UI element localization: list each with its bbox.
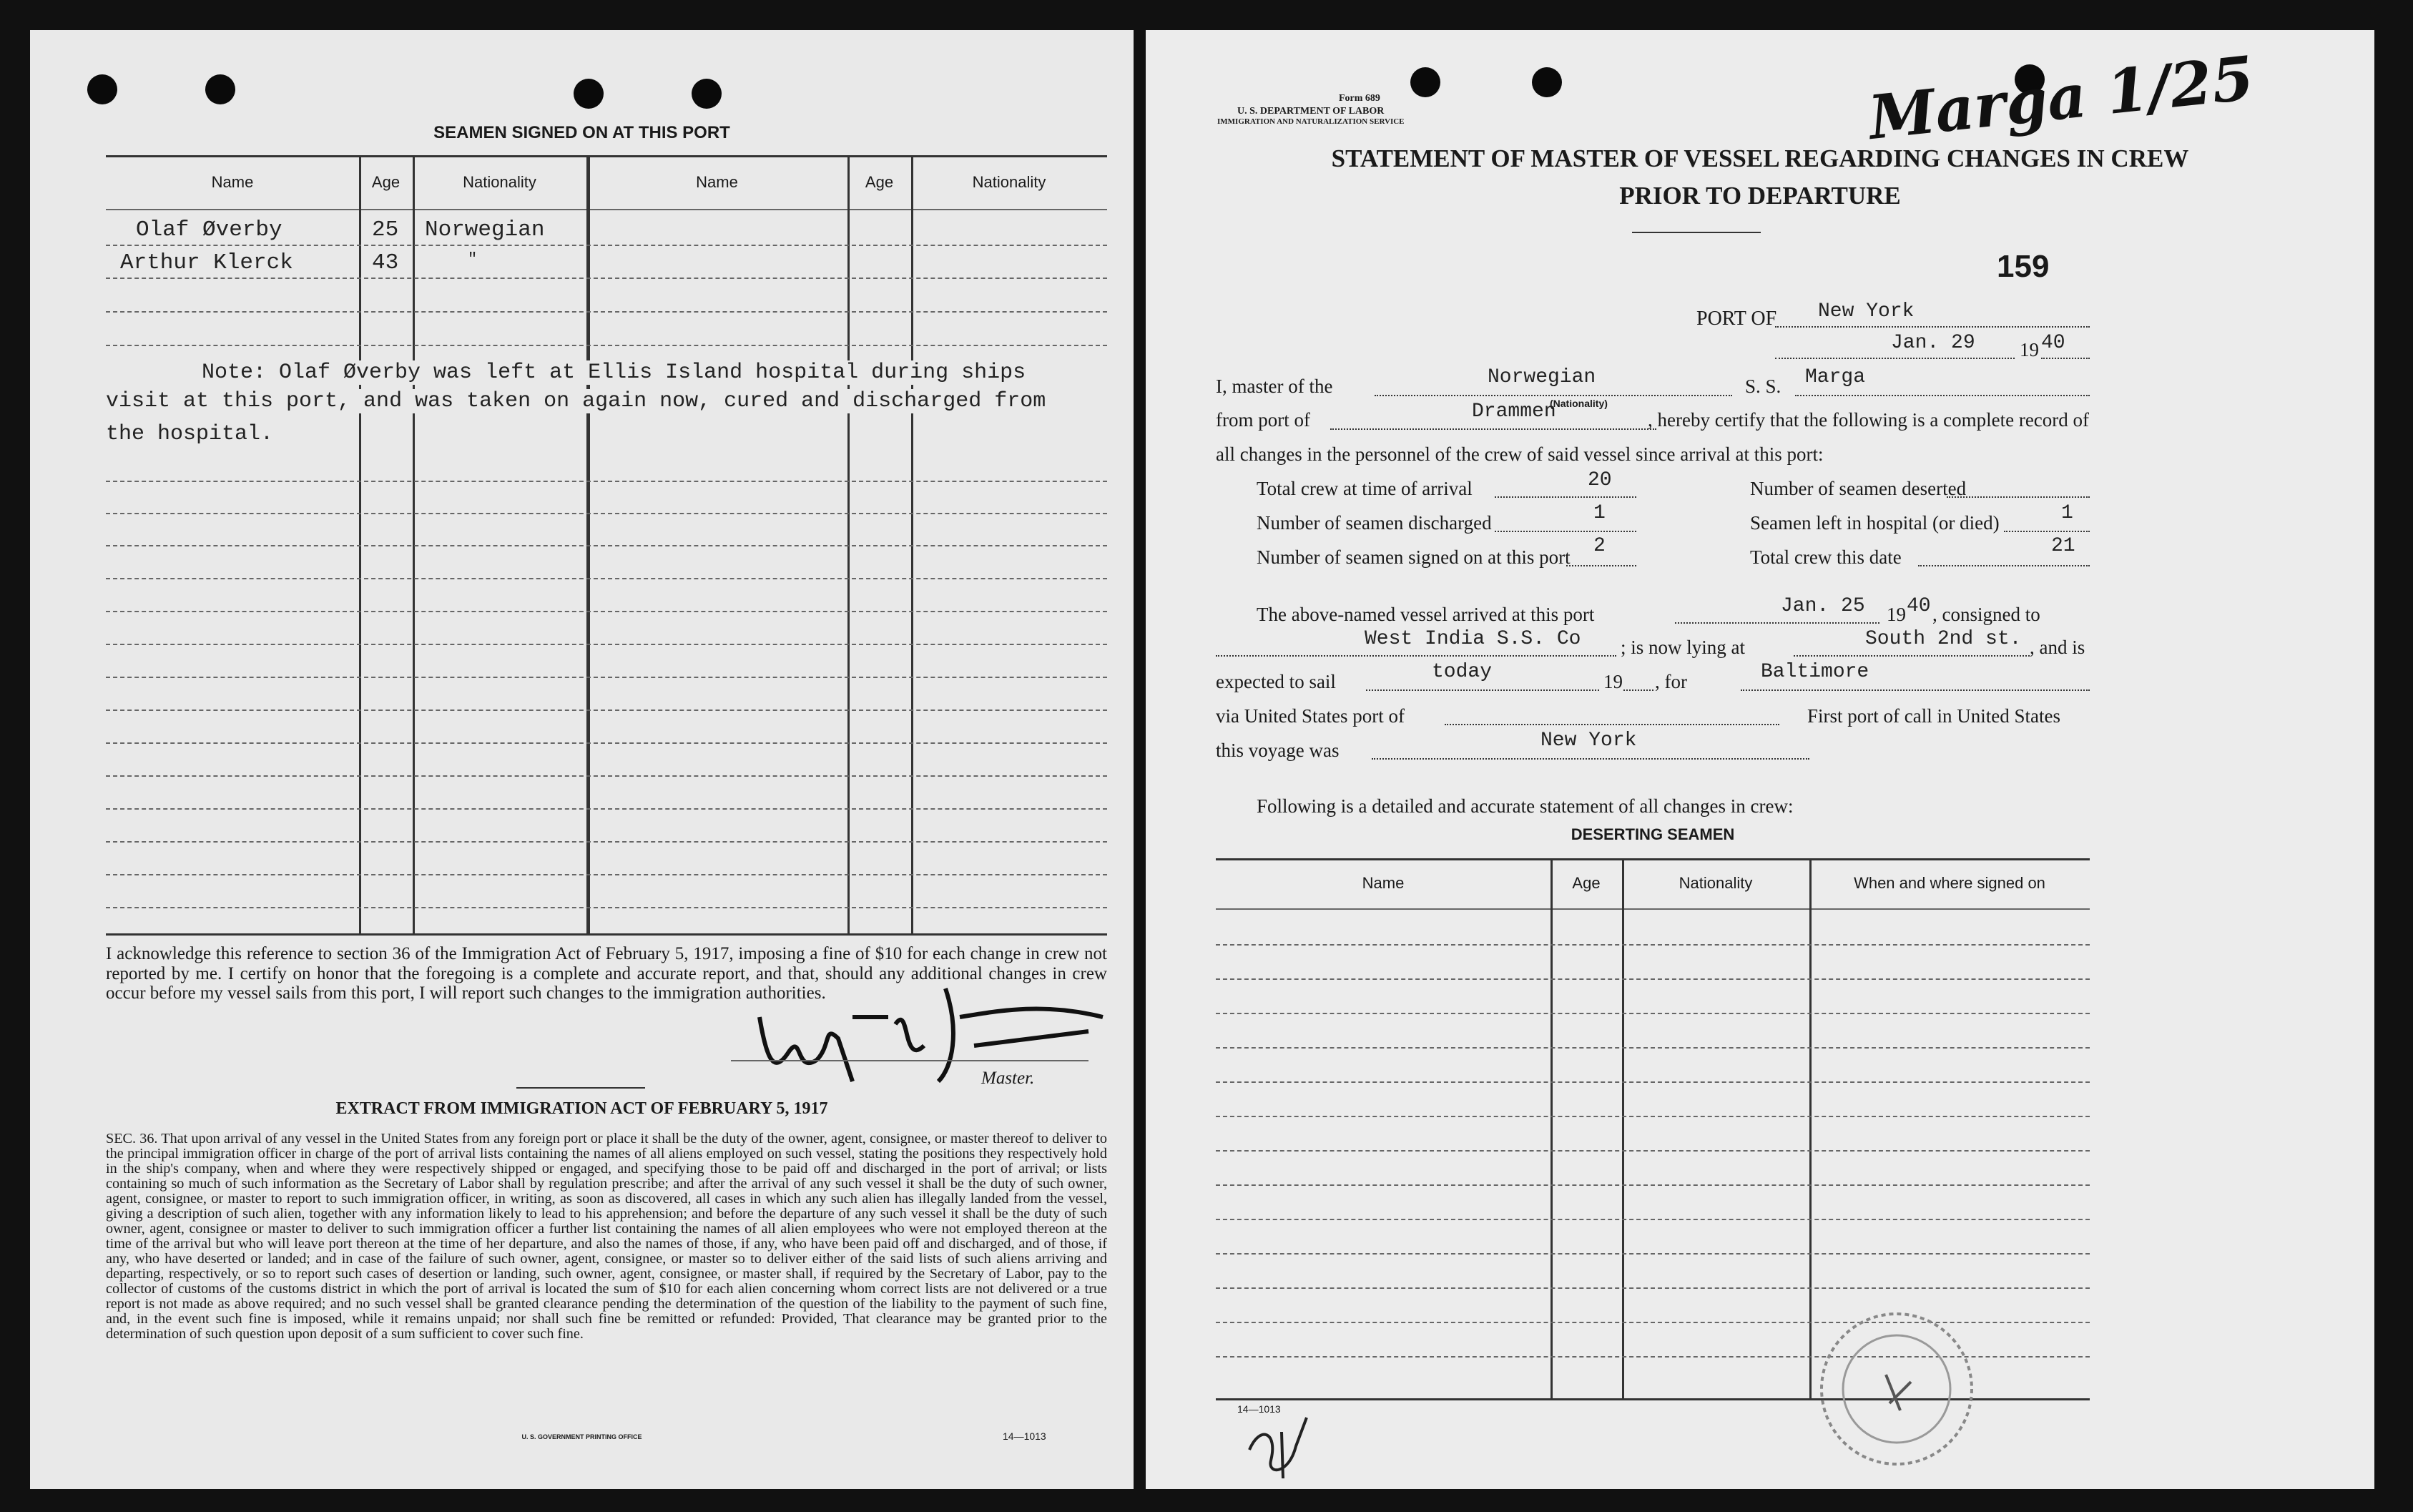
row-rule [106, 278, 1107, 279]
col-divider [586, 155, 590, 933]
from-port-label: from port of [1216, 409, 1310, 431]
master-of-label: I, master of the [1216, 375, 1333, 397]
table-header-rule [1216, 908, 2090, 910]
field-line [1795, 395, 2090, 396]
via-label: via United States port of [1216, 705, 1405, 727]
consignee: West India S.S. Co [1365, 628, 1581, 650]
field-line [1794, 655, 2030, 657]
master-label: Master. [981, 1069, 1035, 1088]
total-arrival-value: 20 [1588, 469, 1612, 491]
field-line [1372, 758, 1809, 760]
total-arrival-label: Total crew at time of arrival [1257, 478, 1473, 499]
field-line [1675, 622, 1879, 624]
punch-hole [692, 79, 722, 109]
first-port-label: First port of call in United States [1807, 705, 2060, 727]
section-title: SEAMEN SIGNED ON AT THIS PORT [433, 123, 730, 142]
left-page [30, 30, 1134, 1489]
col-header-name: Name [696, 173, 738, 191]
leader-dots [1495, 531, 1636, 532]
arrived-year-prefix: 19 [1887, 604, 1906, 625]
acknowledgement-text: I acknowledge this reference to section 36 of the Immigration Act of February 5, 1917, imposing a fine of $10 for each change in crew not reported by me. I certify on honor that the foregoing is a complete and accurate report, and that, should any additional changes in crew occur before my vessel sails from this port, I will report such changes to the immigration authorities. [106, 944, 1107, 1003]
discharged-label: Number of seamen discharged [1257, 512, 1492, 534]
punch-hole [1410, 67, 1440, 97]
note-line: Note: Olaf Øverby was left at Ellis Island hospital during ships [202, 360, 1026, 385]
punch-hole [87, 74, 117, 104]
ship-name: Marga [1805, 366, 1866, 388]
stamp-number: 159 [1997, 249, 2050, 284]
col-header-age: Age [1572, 874, 1601, 892]
table-header-rule [106, 209, 1107, 210]
field-line [1330, 428, 1656, 430]
voyage-value: New York [1540, 730, 1637, 752]
row-rule [106, 311, 1107, 313]
row-rule [1216, 1081, 2090, 1083]
master-signature [745, 974, 1117, 1103]
col-header-signed-on: When and where signed on [1854, 874, 2045, 892]
col-header-name: Name [211, 173, 254, 191]
extract-text: SEC. 36. That upon arrival of any vessel in the United States from any foreign port or place it shall be the duty of the owner, agent, consignee, or master thereof to deliver to the principal immigration officer in charge of the port of arrival lists containing the names of all aliens employed on such vessel, stating the positions they respectively hold in the ship's company, when and where they were respectively shipped or engaged, and specifying those to be paid off and discharged in the port of arrival; or lists containing so much of such information as the Secretary of Labor shall by regulation prescribe; and after the arrival of any such vessel it shall be the duty of such owner, agent, consignee, or master to report to such immigration officer, in writing, as soon as discovered, all cases in which any such alien has illegally landed from the vessel, giving a description of such alien, together with any information likely to lead to his apprehension; and before the departure of any such vessel it shall be the duty of such owner, agent, consignee or master to deliver to such immigration officer a further list containing the names of all alien employees who were not employed thereon at the time of the arrival but who will leave port thereon at the time of her departure, and also the names of those, if any, who have been paid off and discharged, and of those, if any, who have deserted or landed; and in case of the failure of such owner, agent, consignee, or master so to deliver either of the said lists of such aliens arriving and departing, respectively, or so to report such cases of desertion or landing, such owner, agent, consignee, or master shall, if required by the Secretary of Labor, pay to the collector of customs of the customs district in which the port of arrival is located the sum of $10 for each alien concerning whom correct lists are not delivered or a true report is not made as above required; and no such vessel shall be granted clearance pending the determination of the question of the liability to the payment of such fine, and, in the event such fine is imposed, while it remains unpaid; nor shall such fine be remitted or refunded: Provided, That clearance may be granted prior to the determination of such question upon deposit of a sum sufficient to cover such fine. [106, 1131, 1107, 1342]
lying-label: ; is now lying at [1621, 637, 1745, 658]
row-rule [106, 513, 1107, 514]
arrived-year: 40 [1907, 595, 1931, 617]
field-line [1445, 724, 1779, 725]
col-header-nationality: Nationality [972, 173, 1046, 191]
date-year: 40 [2041, 332, 2065, 354]
punch-hole [574, 79, 604, 109]
expected-label: expected to sail [1216, 671, 1336, 692]
seaman-name: Arthur Klerck [120, 250, 293, 275]
punch-hole [1532, 67, 1562, 97]
row-rule [106, 874, 1107, 875]
expected-year-prefix: 19 [1603, 671, 1623, 692]
form-code: 14—1013 [1003, 1430, 1046, 1442]
service-name: IMMIGRATION AND NATURALIZATION SERVICE [1217, 117, 1405, 126]
seaman-nationality: Norwegian [425, 217, 545, 242]
consigned-label: , consigned to [1932, 604, 2040, 625]
for-value: Baltimore [1761, 661, 1869, 683]
row-rule [106, 808, 1107, 810]
row-rule [106, 245, 1107, 246]
leader-dots [1495, 496, 1636, 498]
row-rule [106, 742, 1107, 744]
row-rule [106, 644, 1107, 645]
ss-label: S. S. [1745, 375, 1782, 397]
certify-text: , hereby certify that the following is a complete record of [1648, 409, 2090, 431]
row-rule [106, 677, 1107, 678]
leader-dots [1918, 565, 2090, 566]
initials-scribble [1239, 1410, 1317, 1482]
row-rule [1216, 1150, 2090, 1152]
row-rule [106, 545, 1107, 546]
lying-value: South 2nd st. [1865, 628, 2022, 650]
right-page [1146, 30, 2374, 1489]
port-line [1775, 326, 2090, 328]
row-rule [1216, 1116, 2090, 1117]
field-line [1216, 655, 1616, 657]
form-number: Form 689 [1339, 93, 1380, 104]
row-rule [106, 710, 1107, 711]
row-rule [106, 907, 1107, 908]
row-rule [1216, 1047, 2090, 1049]
voyage-label: this voyage was [1216, 740, 1340, 761]
col-header-nationality: Nationality [1679, 874, 1753, 892]
nationality-value: Norwegian [1488, 366, 1596, 388]
signed-on-value: 2 [1593, 535, 1606, 557]
col-header-age: Age [865, 173, 894, 191]
deserted-label: Number of seamen deserted [1750, 478, 1967, 499]
row-rule [106, 578, 1107, 579]
field-line [1375, 395, 1732, 396]
col-header-nationality: Nationality [463, 173, 536, 191]
note-line: the hospital. [106, 422, 274, 446]
expected-value: today [1432, 661, 1493, 683]
col-header-name: Name [1362, 874, 1405, 892]
note-line: visit at this port, and was taken on again now, cured and discharged from [106, 389, 1046, 413]
row-rule [1216, 1253, 2090, 1255]
port-value: New York [1818, 300, 1915, 323]
punch-hole [205, 74, 235, 104]
col-divider [359, 155, 361, 933]
row-rule [106, 841, 1107, 843]
total-date-label: Total crew this date [1750, 546, 1902, 568]
leader-dots [1566, 565, 1636, 566]
col-divider [413, 155, 415, 933]
row-rule [106, 481, 1107, 482]
col-divider [1550, 858, 1553, 1398]
table-top-rule [106, 155, 1107, 157]
arrived-date: Jan. 25 [1781, 595, 1865, 617]
seaman-age: 25 [372, 217, 399, 242]
field-line [1741, 689, 2090, 691]
date-line [1775, 358, 2015, 359]
arrived-label: The above-named vessel arrived at this port [1257, 604, 1595, 625]
discharged-value: 1 [1593, 502, 1606, 524]
field-line [1623, 689, 1653, 691]
row-rule [1216, 1219, 2090, 1220]
for-label: , for [1655, 671, 1687, 692]
table-top-rule [1216, 858, 2090, 860]
handwritten-ship-note: Marga 1/25 [1865, 42, 2257, 153]
date-value: Jan. 29 [1891, 332, 1975, 354]
col-header-age: Age [371, 173, 400, 191]
row-rule [1216, 1013, 2090, 1014]
and-is-label: , and is [2030, 637, 2085, 658]
signed-on-label: Number of seamen signed on at this port [1257, 546, 1571, 568]
following-text: Following is a detailed and accurate statement of all changes in crew: [1257, 795, 1794, 817]
deserting-title: DESERTING SEAMEN [1571, 825, 1735, 843]
row-rule [106, 775, 1107, 777]
row-rule [106, 345, 1107, 346]
form-code: 14—1013 [1237, 1403, 1281, 1415]
changes-text: all changes in the personnel of the crew of said vessel since arrival at this port: [1216, 443, 1824, 465]
seaman-nationality: " [468, 250, 478, 268]
printer-imprint: U. S. GOVERNMENT PRINTING OFFICE [521, 1433, 642, 1440]
form-title-line1: STATEMENT OF MASTER OF VESSEL REGARDING CHANGES IN CREW [1331, 144, 2189, 172]
signature-line [731, 1060, 1088, 1061]
row-rule [1216, 1184, 2090, 1186]
table-bottom-rule [106, 933, 1107, 936]
divider [516, 1087, 645, 1089]
extract-title: EXTRACT FROM IMMIGRATION ACT OF FEBRUARY 5, 1917 [335, 1099, 828, 1118]
row-rule [1216, 944, 2090, 946]
field-line [1366, 689, 1599, 691]
seaman-name: Olaf Øverby [136, 217, 282, 242]
nationality-caption: (Nationality) [1550, 398, 1608, 409]
official-seal-stamp [1811, 1303, 1982, 1475]
department-name: U. S. DEPARTMENT OF LABOR [1237, 106, 1385, 117]
year-line [2041, 358, 2090, 359]
col-divider [911, 155, 913, 933]
date-year-prefix: 19 [2020, 339, 2039, 360]
hospital-value: 1 [2061, 502, 2073, 524]
divider [1632, 232, 1761, 233]
row-rule [1216, 978, 2090, 980]
leader-dots [1947, 496, 2090, 498]
form-title-line2: PRIOR TO DEPARTURE [1619, 182, 1901, 210]
hospital-label: Seamen left in hospital (or died) [1750, 512, 2000, 534]
row-rule [1216, 1287, 2090, 1289]
port-label: PORT OF [1696, 308, 1777, 330]
col-divider [1622, 858, 1624, 1398]
total-date-value: 21 [2051, 535, 2075, 557]
col-divider [847, 155, 850, 933]
seaman-age: 43 [372, 250, 399, 275]
leader-dots [2004, 531, 2090, 532]
from-port-value: Drammen [1472, 401, 1556, 423]
row-rule [106, 611, 1107, 612]
